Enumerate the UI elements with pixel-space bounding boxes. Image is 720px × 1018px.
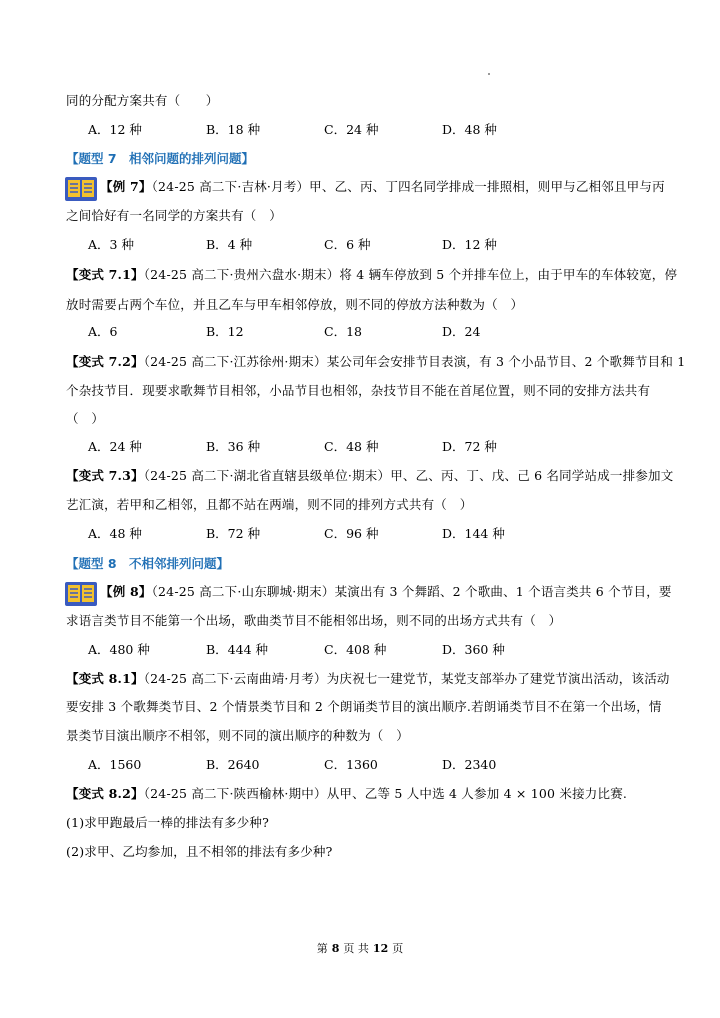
example-7-tag: 【例 7】 [100,179,152,194]
current-page: 8 [331,942,340,955]
variant-8-2-line-1: 【变式 8.2】（24-25 高二下·陕西榆林·期中）从甲、乙等 5 人中选 4 人参加 4 × 100 米接力比赛. [66,786,628,801]
variant-7-2-tag: 【变式 7.2】 [66,354,144,369]
example-8-line-1: 【例 8】（24-25 高二下·山东聊城·期末）某演出有 3 个舞蹈、2 个歌曲、1 个语言类共 6 个节目，要 [100,584,672,599]
variant-8-2-tag: 【变式 8.2】 [66,786,144,801]
option-a: A．48 种 [88,526,142,541]
option-c: C．24 种 [324,122,379,137]
option-b: B．4 种 [206,237,253,252]
variant-7-3-line-2: 艺汇演，若甲和乙相邻，且都不站在两端，则不同的排列方式共有（ ） [66,497,473,512]
example-8-line-2: 求语言类节目不能第一个出场，歌曲类节目不能相邻出场，则不同的出场方式共有（ ） [66,613,562,628]
option-b: B．72 种 [206,526,261,541]
variant-8-1-line-2: 要安排 3 个歌舞类节目、2 个情景类节目和 2 个朗诵类节目的演出顺序.若朗诵类节目不在第一个出场，情 [66,699,662,714]
page-footer: 第 8 页 共 12 页 [316,942,404,955]
option-b: B．2640 [206,757,260,772]
option-a: A．24 种 [88,439,142,454]
option-a: A．6 [88,324,118,339]
variant-7-3-tag: 【变式 7.3】 [66,468,144,483]
option-c: C．48 种 [324,439,379,454]
option-a: A．1560 [88,757,142,772]
question-tail-line: 同的分配方案共有（ ） [66,93,219,108]
variant-8-1-line-1: 【变式 8.1】（24-25 高二下·云南曲靖·月考）为庆祝七一建党节，某党支部举办了建党节演出活动，该活动 [66,671,670,686]
variant-7-1-tag: 【变式 7.1】 [66,267,144,282]
book-icon [64,176,98,202]
variant-7-3-line-1: 【变式 7.3】（24-25 高二下·湖北省直辖县级单位·期末）甲、乙、丙、丁、戊、己 6 名同学站成一排参加文 [66,468,674,483]
option-a: A．12 种 [88,122,142,137]
option-a: A．3 种 [88,237,134,252]
example-7-line-1: 【例 7】（24-25 高二下·吉林·月考）甲、乙、丙、丁四名同学排成一排照相，则甲与乙相邻且甲与丙 [100,179,665,194]
option-d: D．72 种 [442,439,497,454]
option-d: D．360 种 [442,642,505,657]
option-b: B．36 种 [206,439,261,454]
variant-7-1-line-2: 放时需要占两个车位，并且乙车与甲车相邻停放，则不同的停放方法种数为（ ） [66,297,524,312]
option-b: B．444 种 [206,642,269,657]
example-8-tag: 【例 8】 [100,584,152,599]
variant-7-2-line-1: 【变式 7.2】（24-25 高二下·江苏徐州·期末）某公司年会安排节目表演，有 3 个小品节目、2 个歌舞节目和 1 [66,354,686,369]
variant-7-2-line-3: （ ） [66,411,105,426]
variant-8-1-tag: 【变式 8.1】 [66,671,144,686]
option-c: C．1360 [324,757,378,772]
total-pages: 12 [372,942,389,955]
variant-8-2-question-1: (1)求甲跑最后一棒的排法有多少种? [66,815,270,830]
section-heading-8: 【题型 8 不相邻排列问题】 [66,556,230,571]
option-b: B．18 种 [206,122,261,137]
option-c: C．96 种 [324,526,379,541]
option-d: D．144 种 [442,526,505,541]
section-heading-7: 【题型 7 相邻问题的排列问题】 [66,151,255,166]
option-d: D．24 [442,324,481,339]
scan-speck [488,73,490,75]
option-c: C．18 [324,324,362,339]
option-a: A．480 种 [88,642,150,657]
book-icon [64,581,98,607]
variant-8-2-question-2: (2)求甲、乙均参加，且不相邻的排法有多少种? [66,844,333,859]
example-7-line-2: 之间恰好有一名同学的方案共有（ ） [66,208,282,223]
variant-7-1-line-1: 【变式 7.1】（24-25 高二下·贵州六盘水·期末）将 4 辆车停放到 5 个并排车位上，由于甲车的车体较宽，停 [66,267,678,282]
option-d: D．12 种 [442,237,497,252]
option-b: B．12 [206,324,244,339]
option-d: D．2340 [442,757,497,772]
variant-8-1-line-3: 景类节目演出顺序不相邻，则不同的演出顺序的种数为（ ） [66,728,409,743]
option-c: C．408 种 [324,642,387,657]
option-c: C．6 种 [324,237,371,252]
option-d: D．48 种 [442,122,497,137]
variant-7-2-line-2: 个杂技节目．现要求歌舞节目相邻，小品节目也相邻，杂技节目不能在首尾位置，则不同的安排方法共有 [66,383,651,398]
